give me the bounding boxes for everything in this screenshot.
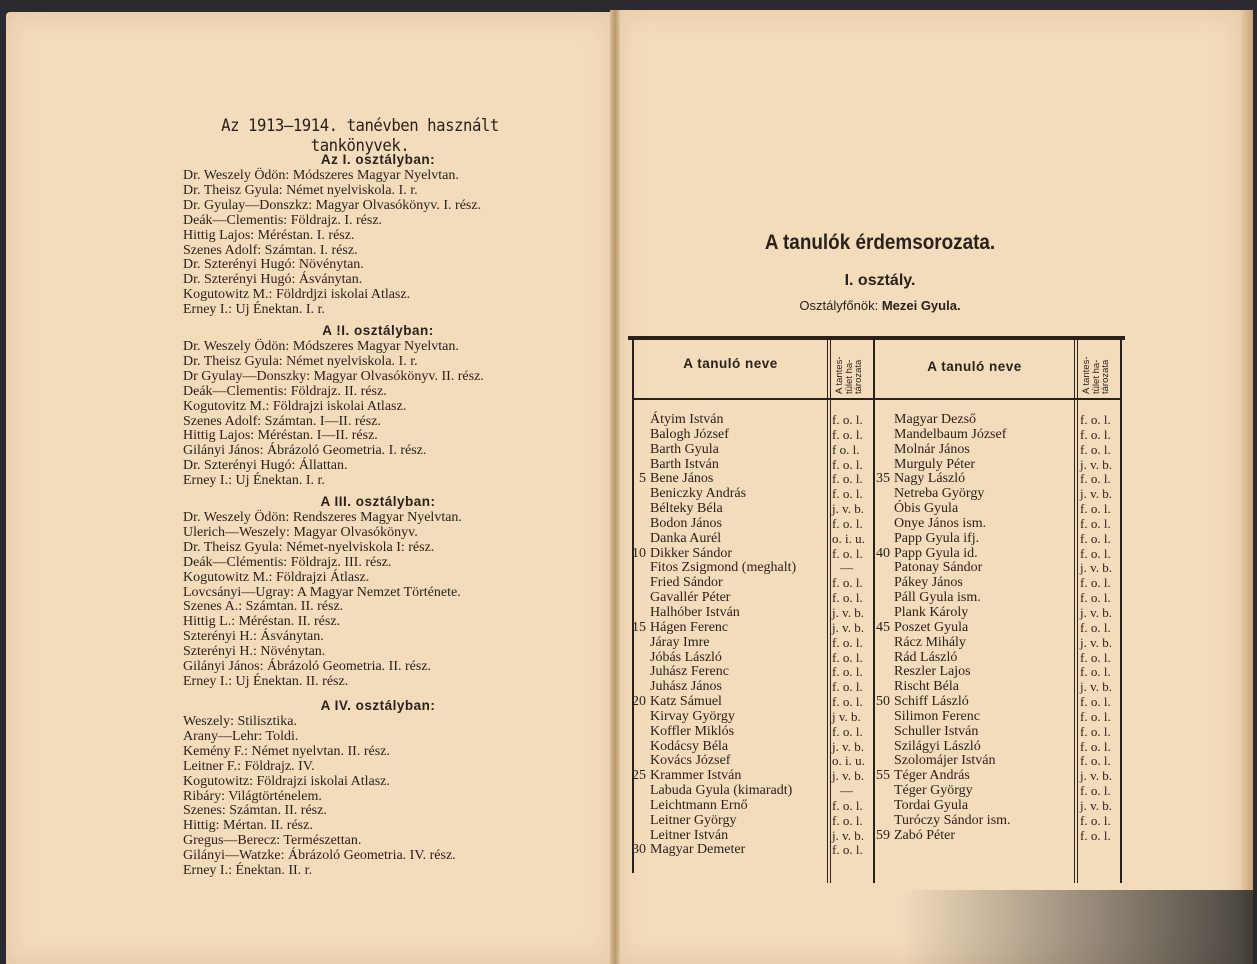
student-name: Beniczky András [650, 486, 747, 502]
board-decision: j. v. b. [832, 768, 865, 784]
board-decision: f. o. l. [832, 694, 863, 710]
textbook-entry: Hittig Lajos: Méréstan. I. rész. [183, 227, 355, 243]
student-row [872, 695, 1122, 710]
student-name: Murguly Péter [894, 456, 976, 472]
student-row [872, 576, 1122, 591]
student-row [628, 843, 873, 858]
section-heading: A III. osztályban: [320, 494, 436, 509]
textbook-entry: Dr. Gyulay—Donszkz: Magyar Olvasókönyv. I. rész. [183, 197, 482, 213]
textbook-entry: Deák—Clementis: Földrajz. I. rész. [183, 212, 383, 228]
class-title: I. osztály. [844, 272, 916, 289]
textbook-entry: Kogutowitz M.: Földrajzi Átlasz. [183, 569, 370, 585]
student-row [872, 814, 1122, 829]
student-name: Szilágyi László [894, 738, 981, 754]
student-name: Papp Gyula ifj. [894, 530, 980, 546]
board-decision: f. o. l. [1080, 619, 1111, 635]
board-decision: f. o. l. [1080, 501, 1111, 517]
student-row [628, 576, 873, 591]
textbook-entry: Szenes A.: Számtan. II. rész. [183, 599, 344, 615]
student-name: Zabó Péter [894, 827, 956, 843]
student-name: Tordai Gyula [894, 797, 969, 813]
student-row [872, 680, 1122, 695]
student-name: Fitos Zsigmond (meghalt) [650, 560, 797, 576]
board-decision: j. v. b. [832, 738, 865, 754]
rank-number: 50 [876, 694, 890, 710]
student-row [628, 651, 873, 666]
student-row [872, 561, 1122, 576]
student-name: Mandelbaum József [894, 426, 1007, 442]
student-row [872, 651, 1122, 666]
board-decision: f. o. l. [832, 471, 863, 487]
header-decision-line: tület ha- [1090, 359, 1102, 394]
textbook-entry: Hittig Lajos: Méréstan. I—II. rész. [183, 428, 378, 444]
board-decision: f. o. l. [1080, 812, 1111, 828]
student-row [872, 665, 1122, 680]
student-row [628, 428, 873, 443]
textbook-entry: Deák—Clémentis: Földrajz. III. rész. [183, 554, 392, 570]
textbook-entry: Dr. Theisz Gyula: Német-nyelviskola I: rész. [183, 539, 435, 555]
student-row [872, 472, 1122, 487]
textbook-entry: Ribáry: Világtörténelem. [183, 788, 322, 804]
student-name: Magyar Demeter [650, 842, 746, 858]
student-row [872, 621, 1122, 636]
header-decision [1081, 340, 1111, 394]
student-row [872, 517, 1122, 532]
board-decision: f. o. l. [1080, 590, 1111, 606]
student-row [872, 784, 1122, 799]
student-name: Bélteky Béla [650, 501, 723, 517]
board-decision: f. o. l. [1080, 471, 1111, 487]
textbook-entry: Dr. Theisz Gyula: Német nyelviskola. I. r. [183, 353, 418, 369]
textbook-entry: Lovcsányi—Ugray: A Magyar Nemzet Története. [183, 584, 461, 600]
textbook-entry: Arany—Lehr: Toldi. [183, 728, 299, 744]
board-decision: j. v. b. [1080, 456, 1113, 472]
student-row [628, 413, 873, 428]
textbook-entry: Ulerich—Weszely: Magyar Olvasókönyv. [183, 524, 418, 540]
board-decision: j. v. b. [1080, 604, 1113, 620]
textbook-entry: Dr. Weszely Ödön: Módszeres Magyar Nyelvtan. [183, 339, 459, 354]
board-decision: f. o. l. [1080, 708, 1111, 724]
student-name: Kodácsy Béla [650, 738, 729, 754]
board-decision: f. o. l. [1080, 827, 1111, 843]
student-name: Silimon Ferenc [894, 708, 980, 724]
rank-number: 20 [632, 694, 646, 710]
student-row [628, 725, 873, 740]
textbook-entry: Hittig: Mértan. II. rész. [183, 818, 313, 834]
student-row [628, 487, 873, 502]
textbook-entry: Kogutovitz M.: Földrajzi iskolai Atlasz. [183, 398, 407, 414]
board-decision: f. o. l. [1080, 530, 1111, 546]
student-name: Leitner György [650, 812, 737, 828]
student-row [872, 487, 1122, 502]
board-decision: f. o. l. [832, 842, 863, 858]
student-name: Járay Imre [650, 634, 710, 650]
table-top-rule [628, 336, 1125, 340]
student-row [872, 532, 1122, 547]
student-name: Fried Sándor [650, 575, 723, 591]
textbook-entry: Erney I.: Uj Énektan. I. r. [183, 473, 325, 489]
student-row [628, 814, 873, 829]
student-name: Schiff László [894, 694, 969, 710]
textbook-entry: Erney I.: Uj Énektan. II. rész. [183, 673, 349, 689]
section-class-3 [183, 493, 553, 690]
student-row [628, 547, 873, 562]
board-decision: f o. l. [832, 441, 860, 457]
textbook-entry: Dr. Theisz Gyula: Német nyelviskola. I. r. [183, 182, 418, 198]
board-decision: j. v. b. [1080, 486, 1113, 502]
board-decision: f. o. l. [832, 515, 863, 531]
textbook-entry: Erney I.: Énektan. II. r. [183, 863, 313, 879]
student-name: Turóczy Sándor ism. [894, 812, 1011, 828]
textbook-entry: Gilányi János: Ábrázoló Geometria. I. rész. [183, 443, 427, 459]
teacher-name: Mezei Gyula. [881, 298, 961, 313]
textbook-entry: Dr. Szterényi Hugó: Ásványtan. [183, 272, 363, 288]
rank-number: 40 [876, 545, 890, 561]
rank-number: 25 [632, 768, 646, 784]
student-column-left [628, 413, 873, 858]
board-decision: j. v. b. [1080, 797, 1113, 813]
rank-number: 5 [639, 471, 646, 487]
student-row [628, 754, 873, 769]
student-row [872, 606, 1122, 621]
board-decision: f. o. l. [832, 664, 863, 680]
student-name: Balogh József [650, 426, 729, 442]
rank-number: 30 [632, 842, 646, 858]
board-decision: j. v. b. [1080, 679, 1113, 695]
student-row [628, 799, 873, 814]
student-row [872, 725, 1122, 740]
student-row [872, 502, 1122, 517]
student-name: Plank Károly [894, 604, 969, 620]
student-row [872, 547, 1122, 562]
student-name: Koffler Miklós [650, 723, 735, 739]
student-row [628, 621, 873, 636]
textbook-entry: Weszely: Stilisztika. [183, 714, 297, 729]
board-decision: f. o. l. [832, 590, 863, 606]
board-decision: f. o. l. [1080, 723, 1111, 739]
student-name: Juhász Ferenc [650, 664, 729, 680]
student-row [628, 591, 873, 606]
book-list [183, 340, 553, 489]
textbook-entry: Gregus—Berecz: Természettan. [183, 833, 362, 849]
book-gutter [610, 10, 620, 964]
board-decision: o. i. u. [832, 753, 865, 769]
board-decision: j. v. b. [1080, 634, 1113, 650]
header-decision-line: tület ha- [843, 359, 855, 394]
header-decision [834, 340, 864, 394]
textbook-entry: Dr. Weszely Ödön: Módszeres Magyar Nyelvtan. [183, 168, 459, 183]
textbook-entry: Deák—Clementis: Földrajz. II. rész. [183, 383, 387, 399]
textbook-entry: Dr Gyulay—Donszky: Magyar Olvasókönyv. II. rész. [183, 368, 484, 384]
student-name: Gavallér Péter [650, 590, 731, 606]
student-row [628, 636, 873, 651]
student-name: Schuller István [894, 723, 979, 739]
student-name: Bodon János [650, 515, 722, 531]
student-name: Barth István [650, 456, 719, 472]
student-row [628, 665, 873, 680]
rank-number: 59 [876, 827, 890, 843]
board-decision: f. o. l. [832, 797, 863, 813]
textbook-entry: Szenes Adolf: Számtan. I. rész. [183, 242, 358, 258]
board-decision: f. o. l. [832, 679, 863, 695]
header-decision-line: A tantes- [834, 356, 845, 394]
student-name: Halhóber István [650, 604, 740, 620]
student-name: Dikker Sándor [650, 545, 733, 561]
header-student-name: A tanuló neve [927, 359, 1022, 374]
board-decision: f. o. l. [832, 426, 863, 442]
student-row [628, 769, 873, 784]
board-decision: o. i. u. [832, 530, 865, 546]
student-row [872, 636, 1122, 651]
student-row [872, 443, 1122, 458]
board-decision: j. v. b. [832, 619, 865, 635]
board-decision: — [840, 560, 853, 576]
student-name: Kirvay György [650, 708, 735, 724]
table-header-rule [632, 398, 1122, 400]
student-name: Szolomájer István [894, 753, 996, 769]
textbook-entry: Dr. Szterényi Hugó: Állattan. [183, 458, 348, 474]
board-decision: f. o. l. [1080, 738, 1111, 754]
class-teacher [620, 298, 1140, 313]
student-row [628, 517, 873, 532]
student-row [628, 532, 873, 547]
student-name: Páll Gyula ism. [894, 590, 981, 606]
board-decision: f. o. l. [832, 634, 863, 650]
student-name: Nagy László [894, 471, 966, 487]
textbook-entry: Dr. Weszely Ödön: Rendszeres Magyar Nyelvtan. [183, 510, 462, 525]
textbook-entry: Dr. Szterényi Hugó: Növénytan. [183, 257, 364, 273]
rank-number: 35 [876, 471, 890, 487]
board-decision: f. o. l. [832, 812, 863, 828]
student-name: Reszler Lajos [894, 664, 971, 680]
board-decision: f. o. l. [832, 545, 863, 561]
rank-number: 45 [876, 619, 890, 635]
student-row [872, 829, 1122, 844]
board-decision: f. o. l. [1080, 783, 1111, 799]
student-name: Rácz Mihály [894, 634, 966, 650]
student-name: Téger András [894, 768, 970, 784]
student-row [872, 740, 1122, 755]
board-decision: j v. b. [832, 708, 861, 724]
student-name: Óbis Gyula [894, 501, 959, 517]
student-row [872, 754, 1122, 769]
student-name: Krammer István [650, 768, 742, 784]
section-heading: A !I. osztályban: [322, 323, 434, 338]
board-decision: j. v. b. [832, 501, 865, 517]
section-class-4 [183, 697, 553, 879]
board-decision: j. v. b. [1080, 768, 1113, 784]
student-name: Papp Gyula id. [894, 545, 978, 561]
student-name: Katz Sámuel [650, 694, 722, 710]
student-name: Téger György [894, 783, 973, 799]
board-decision: f. o. l. [1080, 664, 1111, 680]
student-row [628, 710, 873, 725]
header-decision-line: tározata [1100, 359, 1111, 394]
header-decision-line: A tantes- [1081, 356, 1092, 394]
student-name: Pákey János [894, 575, 963, 591]
textbook-entry: Szterényi H.: Növénytan. [183, 644, 326, 660]
student-row [628, 472, 873, 487]
student-name: Hágen Ferenc [650, 619, 729, 635]
textbook-entry: Szenes Adolf: Számtan. I—II. rész. [183, 413, 381, 429]
student-row [872, 710, 1122, 725]
student-column-right [872, 413, 1122, 843]
student-name: Leichtmann Ernő [650, 797, 748, 813]
page-shadow [900, 890, 1257, 964]
student-name: Patonay Sándor [894, 560, 983, 576]
student-name: Netreba György [894, 486, 985, 502]
textbook-entry: Gilányi—Watzke: Ábrázoló Geometria. IV. rész. [183, 848, 456, 864]
student-row [628, 680, 873, 695]
student-row [628, 502, 873, 517]
student-row [628, 458, 873, 473]
student-row [628, 443, 873, 458]
student-name: Magyar Dezső [894, 412, 977, 427]
student-row [628, 695, 873, 710]
student-row [872, 413, 1122, 428]
section-class-2 [183, 322, 553, 489]
board-decision: j. v. b. [1080, 560, 1113, 576]
board-decision: f. o. l. [832, 486, 863, 502]
student-name: Rád László [894, 649, 958, 665]
student-row [628, 740, 873, 755]
board-decision: f. o. l. [1080, 753, 1111, 769]
student-name: Barth Gyula [650, 441, 719, 457]
textbook-entry: Kogutowitz M.: Földrdjzi iskolai Atlasz. [183, 287, 411, 303]
board-decision: f. o. l. [1080, 515, 1111, 531]
student-name: Danka Aurél [650, 530, 722, 546]
student-name: Jóbás László [650, 649, 722, 665]
textbook-entry: Szenes: Számtan. II. rész. [183, 803, 327, 819]
board-decision: j. v. b. [832, 604, 865, 620]
board-decision: f. o. l. [832, 456, 863, 472]
section-heading: A IV. osztályban: [320, 698, 436, 713]
board-decision: j. v. b. [832, 827, 865, 843]
book-list [183, 511, 553, 690]
textbooks-title: Az 1913—1914. tanévben használt tankönyvek. [221, 116, 499, 156]
student-name: Kovács József [650, 753, 731, 769]
book-list [183, 715, 553, 879]
student-row [628, 829, 873, 844]
section-heading: Az I. osztályban: [320, 152, 436, 167]
rank-number: 15 [632, 619, 646, 635]
student-row [872, 591, 1122, 606]
board-decision: f. o. l. [1080, 545, 1111, 561]
student-row [872, 769, 1122, 784]
student-row [872, 799, 1122, 814]
board-decision: f. o. l. [1080, 694, 1111, 710]
board-decision: f. o. l. [832, 649, 863, 665]
teacher-label: Osztályfőnök: [799, 298, 879, 313]
board-decision: — [840, 783, 853, 799]
header-student-name: A tanuló neve [683, 356, 778, 371]
student-ranking-table [628, 336, 1125, 876]
board-decision: f. o. l. [832, 575, 863, 591]
textbook-entry: Erney I.: Uj Énektan. I. r. [183, 302, 325, 318]
rank-number: 55 [876, 768, 890, 784]
book-list [183, 169, 553, 318]
student-row [628, 606, 873, 621]
student-name: Átyim István [650, 412, 724, 427]
student-name: Juhász János [650, 679, 722, 695]
textbook-entry: Hittig L.: Méréstan. II. rész. [183, 614, 341, 630]
student-name: Bene János [650, 471, 714, 487]
student-name: Molnár János [894, 441, 970, 457]
section-class-1 [183, 151, 553, 318]
student-name: Onye János ism. [894, 515, 987, 531]
student-name: Leitner István [650, 827, 729, 843]
textbook-entry: Leitner F.: Földrajz. IV. [183, 758, 315, 774]
board-decision: f. o. l. [1080, 426, 1111, 442]
ranking-title: A tanulók érdemsorozata. [764, 231, 996, 254]
board-decision: f. o. l. [1080, 575, 1111, 591]
board-decision: f. o. l. [832, 723, 863, 739]
header-decision-line: tározata [853, 359, 864, 394]
student-name: Labuda Gyula (kimaradt) [650, 783, 793, 799]
board-decision: f. o. l. [1080, 441, 1111, 457]
student-row [628, 784, 873, 799]
textbook-entry: Gilányi János: Ábrázoló Geometria. II. rész. [183, 659, 432, 675]
board-decision: f. o. l. [1080, 412, 1111, 427]
textbook-entry: Kogutowitz: Földrajzi iskolai Atlasz. [183, 773, 390, 789]
student-row [872, 458, 1122, 473]
student-name: Rischt Béla [894, 679, 959, 695]
textbook-entry: Kemény F.: Német nyelvtan. II. rész. [183, 743, 390, 759]
board-decision: f. o. l. [1080, 649, 1111, 665]
rank-number: 10 [632, 545, 646, 561]
student-row [872, 428, 1122, 443]
student-name: Poszet Gyula [894, 619, 969, 635]
textbook-entry: Szterényi H.: Ásványtan. [183, 629, 324, 645]
board-decision: f. o. l. [832, 412, 863, 427]
student-row [628, 561, 873, 576]
